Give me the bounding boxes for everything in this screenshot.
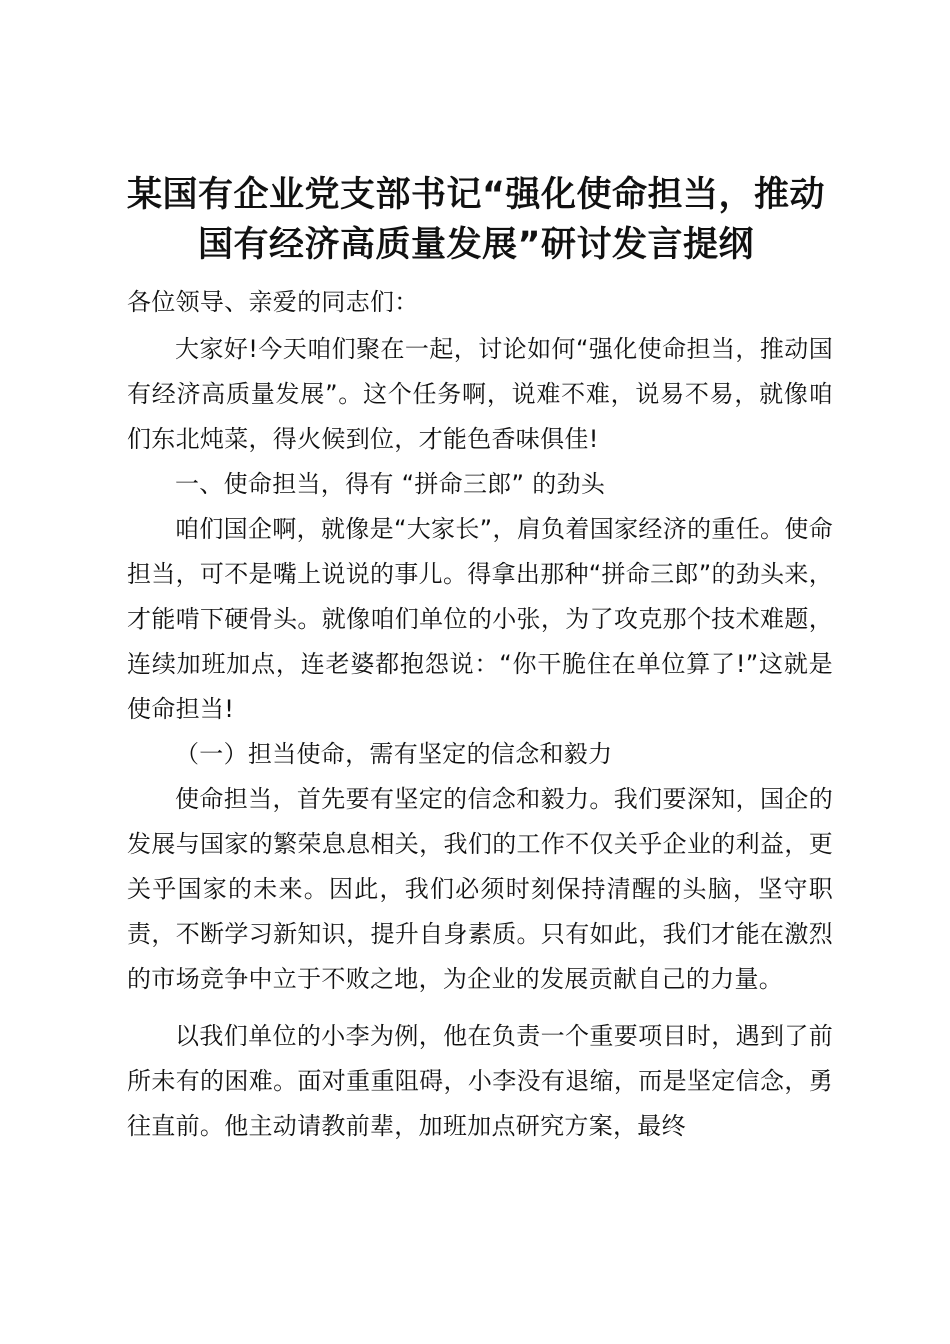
section-heading-1: 一、使命担当，得有 “拼命三郎” 的劲头 — [175, 470, 606, 498]
document-body — [127, 280, 833, 1149]
paragraph-2: 使命担当，首先要有坚定的信念和毅力。我们要深知，国企的发展与国家的繁荣息息相关，我们的工作不仅关乎企业的利益，更关乎国家的未来。因此，我们必须时刻保持清醒的头脑，坚守职责，不断学习新知识，提升自身素质。只有如此，我们才能在激烈的市场竞争中立于不败之地，为企业的发展贡献自己的力量。 — [127, 785, 833, 993]
paragraph-1: 咱们国企啊，就像是“大家长”，肩负着国家经济的重任。使命担当，可不是嘴上说说的事儿。得拿出那种“拼命三郎”的劲头来，才能啃下硬骨头。就像咱们单位的小张，为了攻克那个技术难题，连续加班加点，连老婆都抱怨说：“你干脆住在单位算了!”这就是使命担当! — [127, 515, 833, 723]
title-line-1: 某国有企业党支部书记“强化使命担当，推动 — [126, 175, 825, 215]
document-title — [120, 170, 832, 270]
intro-paragraph: 大家好!今天咱们聚在一起，讨论如何“强化使命担当，推动国有经济高质量发展”。这个任务啊，说难不难，说易不易，就像咱们东北炖菜，得火候到位，才能色香味俱佳! — [127, 335, 833, 453]
salutation: 各位领导、亲爱的同志们： — [127, 288, 419, 316]
title-line-2: 国有经济高质量发展”研讨发言提纲 — [197, 225, 754, 265]
subsection-heading-1: （一）担当使命，需有坚定的信念和毅力 — [175, 740, 613, 768]
paragraph-3: 以我们单位的小李为例，他在负责一个重要项目时，遇到了前所未有的困难。面对重重阻碍，小李没有退缩，而是坚定信念，勇往直前。他主动请教前辈，加班加点研究方案，最终 — [127, 1022, 833, 1140]
